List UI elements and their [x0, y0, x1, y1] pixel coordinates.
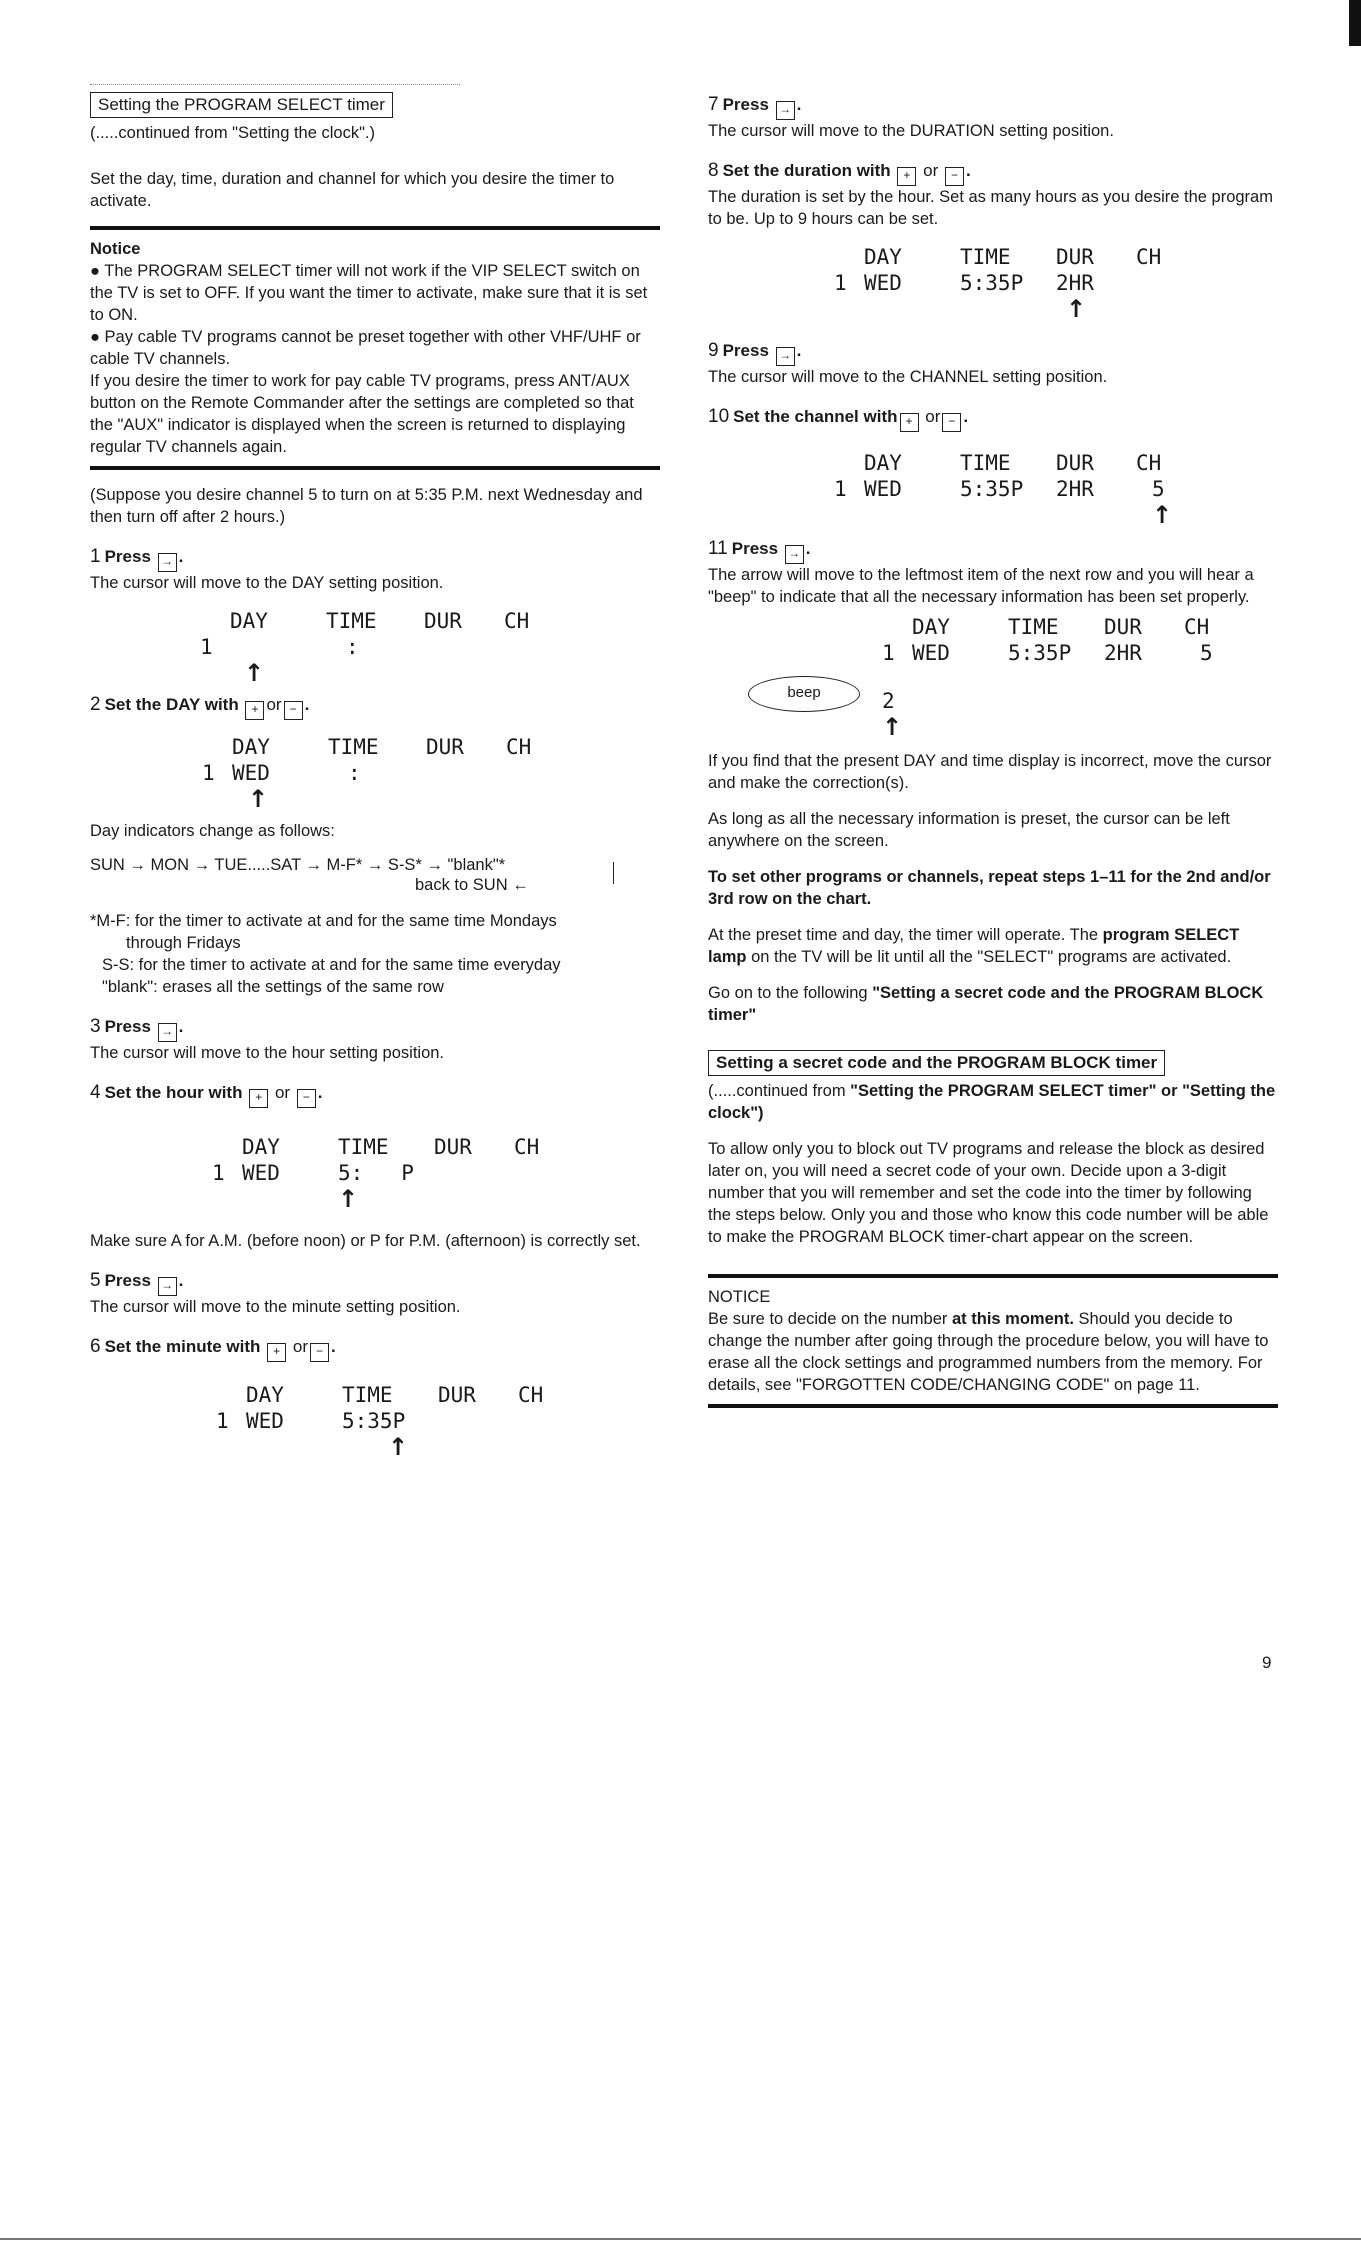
- cursor-arrow-icon: ↑: [1152, 501, 1173, 529]
- section-title-secret-code: Setting a secret code and the PROGRAM BLOCK timer: [708, 1050, 1165, 1076]
- cursor-arrow-icon: ↑: [1066, 295, 1087, 323]
- header-time: TIME: [960, 245, 1011, 269]
- step-text: The cursor will move to the hour setting position.: [90, 1044, 445, 1062]
- cursor-anywhere-note: As long as all the necessary information is preset, the cursor can be left anywhere on the screen.: [708, 810, 1230, 850]
- step-number: 10: [708, 406, 730, 427]
- step-heading: Press: [722, 341, 769, 360]
- notice-text-a: Be sure to decide on the number: [708, 1310, 952, 1328]
- step-heading: Set the DAY with: [104, 695, 239, 714]
- left-column: [90, 92, 660, 1470]
- time-value: 5:35P: [960, 477, 1024, 501]
- day-sequence-back: back to SUN ←: [415, 876, 529, 894]
- day-sequence-text: SUN → MON → TUE.....SAT → M-F* → S-S* → "blank"*: [90, 856, 506, 874]
- notice-title: Notice: [90, 240, 141, 258]
- step-11: 11 Press → . The arrow will move to the leftmost item of the next row and you will hear a "beep" to indicate that all the necessary information has been set properly.: [708, 538, 1278, 608]
- cursor-arrow-icon: ↑: [882, 713, 903, 741]
- top-dotted-line: [90, 84, 460, 85]
- right-column: [708, 94, 1278, 1422]
- step-number: 4: [90, 1082, 101, 1103]
- step-heading: Set the channel with: [733, 407, 898, 426]
- step-text: The cursor will move to the minute setting position.: [90, 1298, 461, 1316]
- time-value: 5: P: [338, 1161, 414, 1185]
- header-day: DAY: [242, 1135, 280, 1159]
- step-9: 9 Press → . The cursor will move to the CHANNEL setting position.: [708, 340, 1278, 388]
- step-6: 6 Set the minute with + or − .: [90, 1336, 660, 1362]
- header-dur: DUR: [434, 1135, 472, 1159]
- notice-title-2: NOTICE: [708, 1288, 771, 1306]
- minus-key-icon: −: [942, 413, 961, 432]
- right-arrow-key-icon: →: [158, 553, 177, 572]
- intro-text: Set the day, time, duration and channel for which you desire the timer to activate.: [90, 170, 615, 210]
- row-number: 1: [882, 641, 895, 665]
- timer-display-1: [90, 604, 660, 688]
- day-value: WED: [242, 1161, 280, 1185]
- header-time: TIME: [326, 609, 377, 633]
- channel-value: 5: [1200, 641, 1213, 665]
- right-arrow-key-icon: →: [158, 1023, 177, 1042]
- step-number: 7: [708, 94, 719, 115]
- step-heading: Press: [104, 1271, 151, 1290]
- header-ch: CH: [514, 1135, 540, 1159]
- footnote-blank: "blank": erases all the settings of the same row: [102, 978, 444, 996]
- continued-text-a: (.....continued from: [708, 1082, 851, 1100]
- bottom-edge: [0, 2238, 1361, 2240]
- cursor-arrow-icon: ↑: [388, 1433, 409, 1461]
- row-number: 1: [834, 271, 847, 295]
- header-time: TIME: [342, 1383, 393, 1407]
- step-text: The duration is set by the hour. Set as many hours as you desire the program to be. Up to 9 hours can be set.: [708, 188, 1273, 228]
- beep-callout: [708, 676, 908, 716]
- step-number: 11: [708, 538, 728, 559]
- header-day: DAY: [246, 1383, 284, 1407]
- row-number: 1: [202, 761, 215, 785]
- cursor-arrow-icon: ↑: [248, 785, 269, 813]
- step-8: 8 Set the duration with + or − . The duration is set by the hour. Set as many hours as you desire the program to be. Up to 9 hours can be set.: [708, 160, 1278, 230]
- step-number: 1: [90, 546, 101, 567]
- step-heading: Press: [731, 539, 779, 558]
- ampm-note: Make sure A for A.M. (before noon) or P for P.M. (afternoon) is correctly set.: [90, 1232, 641, 1250]
- step-number: 9: [708, 340, 719, 361]
- notice-bullet-1: ● The PROGRAM SELECT timer will not work if the VIP SELECT switch on the TV is set to OFF. If you want the timer to activate, make sure that it is set to ON.: [90, 262, 648, 324]
- plus-key-icon: +: [249, 1089, 268, 1108]
- step-text: The arrow will move to the leftmost item of the next row and you will hear a "beep" to indicate that all the necessary information has been set properly.: [708, 566, 1254, 606]
- header-day: DAY: [864, 245, 902, 269]
- minus-key-icon: −: [297, 1089, 316, 1108]
- header-ch: CH: [1136, 451, 1162, 475]
- step-2: 2 Set the DAY with + or − .: [90, 694, 660, 720]
- notice-text-c: Should you decide to change the number after going through the procedure below, you will have to erase all the clock settings and programmed numbers from the memory. For details, see "FORGOTTEN CODE/CHANGING CODE" on page 11.: [708, 1310, 1269, 1394]
- cursor-arrow-icon: ↑: [338, 1185, 359, 1213]
- step-number: 6: [90, 1336, 101, 1357]
- step-10: 10 Set the channel with + or − .: [708, 406, 1278, 432]
- header-ch: CH: [506, 735, 532, 759]
- minus-key-icon: −: [945, 167, 964, 186]
- time-colon: :: [346, 635, 359, 659]
- right-arrow-key-icon: →: [785, 545, 804, 564]
- preset-text-b: program SELECT lamp: [708, 926, 1240, 966]
- step-heading: Press: [104, 547, 151, 566]
- header-dur: DUR: [1104, 615, 1142, 639]
- step-heading: Set the hour with: [104, 1083, 243, 1102]
- step-heading: Press: [104, 1017, 151, 1036]
- plus-key-icon: +: [897, 167, 916, 186]
- timer-display-4: [90, 1382, 660, 1466]
- or-text: or: [266, 695, 282, 714]
- step-number: 5: [90, 1270, 101, 1291]
- header-time: TIME: [960, 451, 1011, 475]
- header-dur: DUR: [424, 609, 462, 633]
- footnote-mf-2: through Fridays: [126, 934, 241, 952]
- example-text: (Suppose you desire channel 5 to turn on at 5:35 P.M. next Wednesday and then turn off after 2 hours.): [90, 486, 643, 526]
- day-change-intro: Day indicators change as follows:: [90, 822, 335, 840]
- header-ch: CH: [504, 609, 530, 633]
- header-day: DAY: [912, 615, 950, 639]
- plus-key-icon: +: [245, 701, 264, 720]
- timer-display-5: [708, 244, 1278, 328]
- step-heading: Set the minute with: [104, 1337, 261, 1356]
- step-7: 7 Press → . The cursor will move to the DURATION setting position.: [708, 94, 1278, 142]
- step-number: 8: [708, 160, 719, 181]
- divider: [708, 1274, 1278, 1278]
- continued-text-b: "Setting the PROGRAM SELECT timer" or "Setting the clock"): [708, 1082, 1276, 1122]
- beep-bubble: beep: [748, 676, 860, 712]
- time-colon: :: [348, 761, 361, 785]
- row-number: 1: [216, 1409, 229, 1433]
- header-dur: DUR: [426, 735, 464, 759]
- day-value: WED: [864, 271, 902, 295]
- go-on-note: [708, 982, 1278, 1026]
- timer-display-2: [90, 730, 660, 814]
- duration-value: 2HR: [1056, 271, 1094, 295]
- time-value: 5:35P: [1008, 641, 1072, 665]
- timer-display-6: [708, 450, 1278, 534]
- header-day: DAY: [864, 451, 902, 475]
- step-text: The cursor will move to the CHANNEL setting position.: [708, 368, 1108, 386]
- step-number: 3: [90, 1016, 101, 1037]
- secret-code-intro: To allow only you to block out TV programs and release the block as desired later on, you will need a secret code of your own. Decide upon a 3-digit number that you will remember and set the code into the timer by following the steps below. Only you and those who know this code number will be able to make the PROGRAM BLOCK timer-chart appear on the screen.: [708, 1140, 1269, 1246]
- step-number: 2: [90, 694, 101, 715]
- go-on-text-a: Go on to the following: [708, 984, 873, 1002]
- step-heading: Press: [722, 95, 769, 114]
- step-1: 1 Press → . The cursor will move to the DAY setting position.: [90, 546, 660, 594]
- incorrect-note: If you find that the present DAY and time display is incorrect, move the cursor and make the correction(s).: [708, 752, 1272, 792]
- minus-key-icon: −: [284, 701, 303, 720]
- step-heading: Set the duration with: [722, 161, 891, 180]
- header-time: TIME: [328, 735, 379, 759]
- duration-value: 2HR: [1104, 641, 1142, 665]
- preset-text-a: At the preset time and day, the timer will operate. The: [708, 926, 1103, 944]
- continued-note-2: [708, 1080, 1278, 1124]
- time-value: 5:35P: [342, 1409, 406, 1433]
- timer-display-7: [708, 614, 1278, 744]
- header-day: DAY: [230, 609, 268, 633]
- go-on-text-b: "Setting a secret code and the PROGRAM BLOCK timer": [708, 984, 1264, 1024]
- header-time: TIME: [338, 1135, 389, 1159]
- cursor-arrow-icon: ↑: [244, 659, 265, 687]
- time-value: 5:35P: [960, 271, 1024, 295]
- minus-key-icon: −: [310, 1343, 329, 1362]
- next-row-number: 2: [882, 689, 895, 713]
- row-number: 1: [212, 1161, 225, 1185]
- day-sequence: [90, 846, 660, 896]
- step-text: The cursor will move to the DURATION setting position.: [708, 122, 1114, 140]
- preset-text-c: on the TV will be lit until all the "SELECT" programs are activated.: [746, 948, 1232, 966]
- preset-operation-note: [708, 924, 1278, 968]
- duration-value: 2HR: [1056, 477, 1094, 501]
- header-day: DAY: [232, 735, 270, 759]
- or-text: or: [925, 407, 941, 426]
- day-value: WED: [246, 1409, 284, 1433]
- or-text: or: [274, 1083, 291, 1102]
- right-arrow-key-icon: →: [776, 347, 795, 366]
- row-number: 1: [834, 477, 847, 501]
- footnote-mf: *M-F: for the timer to activate at and for the same time Mondays: [90, 912, 557, 930]
- notice-body: [708, 1308, 1278, 1396]
- header-dur: DUR: [1056, 451, 1094, 475]
- right-arrow-key-icon: →: [158, 1277, 177, 1296]
- footnote-ss: S-S: for the timer to activate at and for the same time everyday: [102, 956, 561, 974]
- timer-display-3: [90, 1134, 660, 1218]
- loop-bracket: [610, 862, 614, 884]
- header-ch: CH: [1136, 245, 1162, 269]
- step-text: The cursor will move to the DAY setting position.: [90, 574, 444, 592]
- day-value: WED: [864, 477, 902, 501]
- row-number: 1: [200, 635, 213, 659]
- continued-note: (.....continued from "Setting the clock".): [90, 124, 376, 142]
- plus-key-icon: +: [900, 413, 919, 432]
- header-ch: CH: [1184, 615, 1210, 639]
- header-time: TIME: [1008, 615, 1059, 639]
- or-text: or: [923, 161, 939, 180]
- divider: [90, 226, 660, 230]
- step-5: 5 Press → . The cursor will move to the minute setting position.: [90, 1270, 660, 1318]
- divider: [708, 1404, 1278, 1408]
- notice-bullet-2: ● Pay cable TV programs cannot be preset together with other VHF/UHF or cable TV channels.: [90, 328, 641, 368]
- page-edge-mark: [1349, 0, 1361, 46]
- or-text: or: [292, 1337, 309, 1356]
- header-dur: DUR: [1056, 245, 1094, 269]
- channel-value: 5: [1152, 477, 1165, 501]
- right-arrow-key-icon: →: [776, 101, 795, 120]
- other-programs-note: To set other programs or channels, repeat steps 1–11 for the 2nd and/or 3rd row on the chart.: [708, 868, 1271, 908]
- page-number: 9: [1262, 1653, 1272, 1672]
- day-value: WED: [912, 641, 950, 665]
- header-dur: DUR: [438, 1383, 476, 1407]
- divider: [90, 466, 660, 470]
- step-4: 4 Set the hour with + or − .: [90, 1082, 660, 1108]
- plus-key-icon: +: [267, 1343, 286, 1362]
- notice-paragraph: If you desire the timer to work for pay cable TV programs, press ANT/AUX button on the Remote Commander after the settings are completed so that the "AUX" indicator is displayed when the screen is returned to displaying regular TV channels again.: [90, 372, 634, 456]
- day-value: WED: [232, 761, 270, 785]
- header-ch: CH: [518, 1383, 544, 1407]
- notice-text-b: at this moment.: [952, 1310, 1074, 1328]
- section-title-program-select: Setting the PROGRAM SELECT timer: [90, 92, 393, 118]
- step-3: 3 Press → . The cursor will move to the hour setting position.: [90, 1016, 660, 1064]
